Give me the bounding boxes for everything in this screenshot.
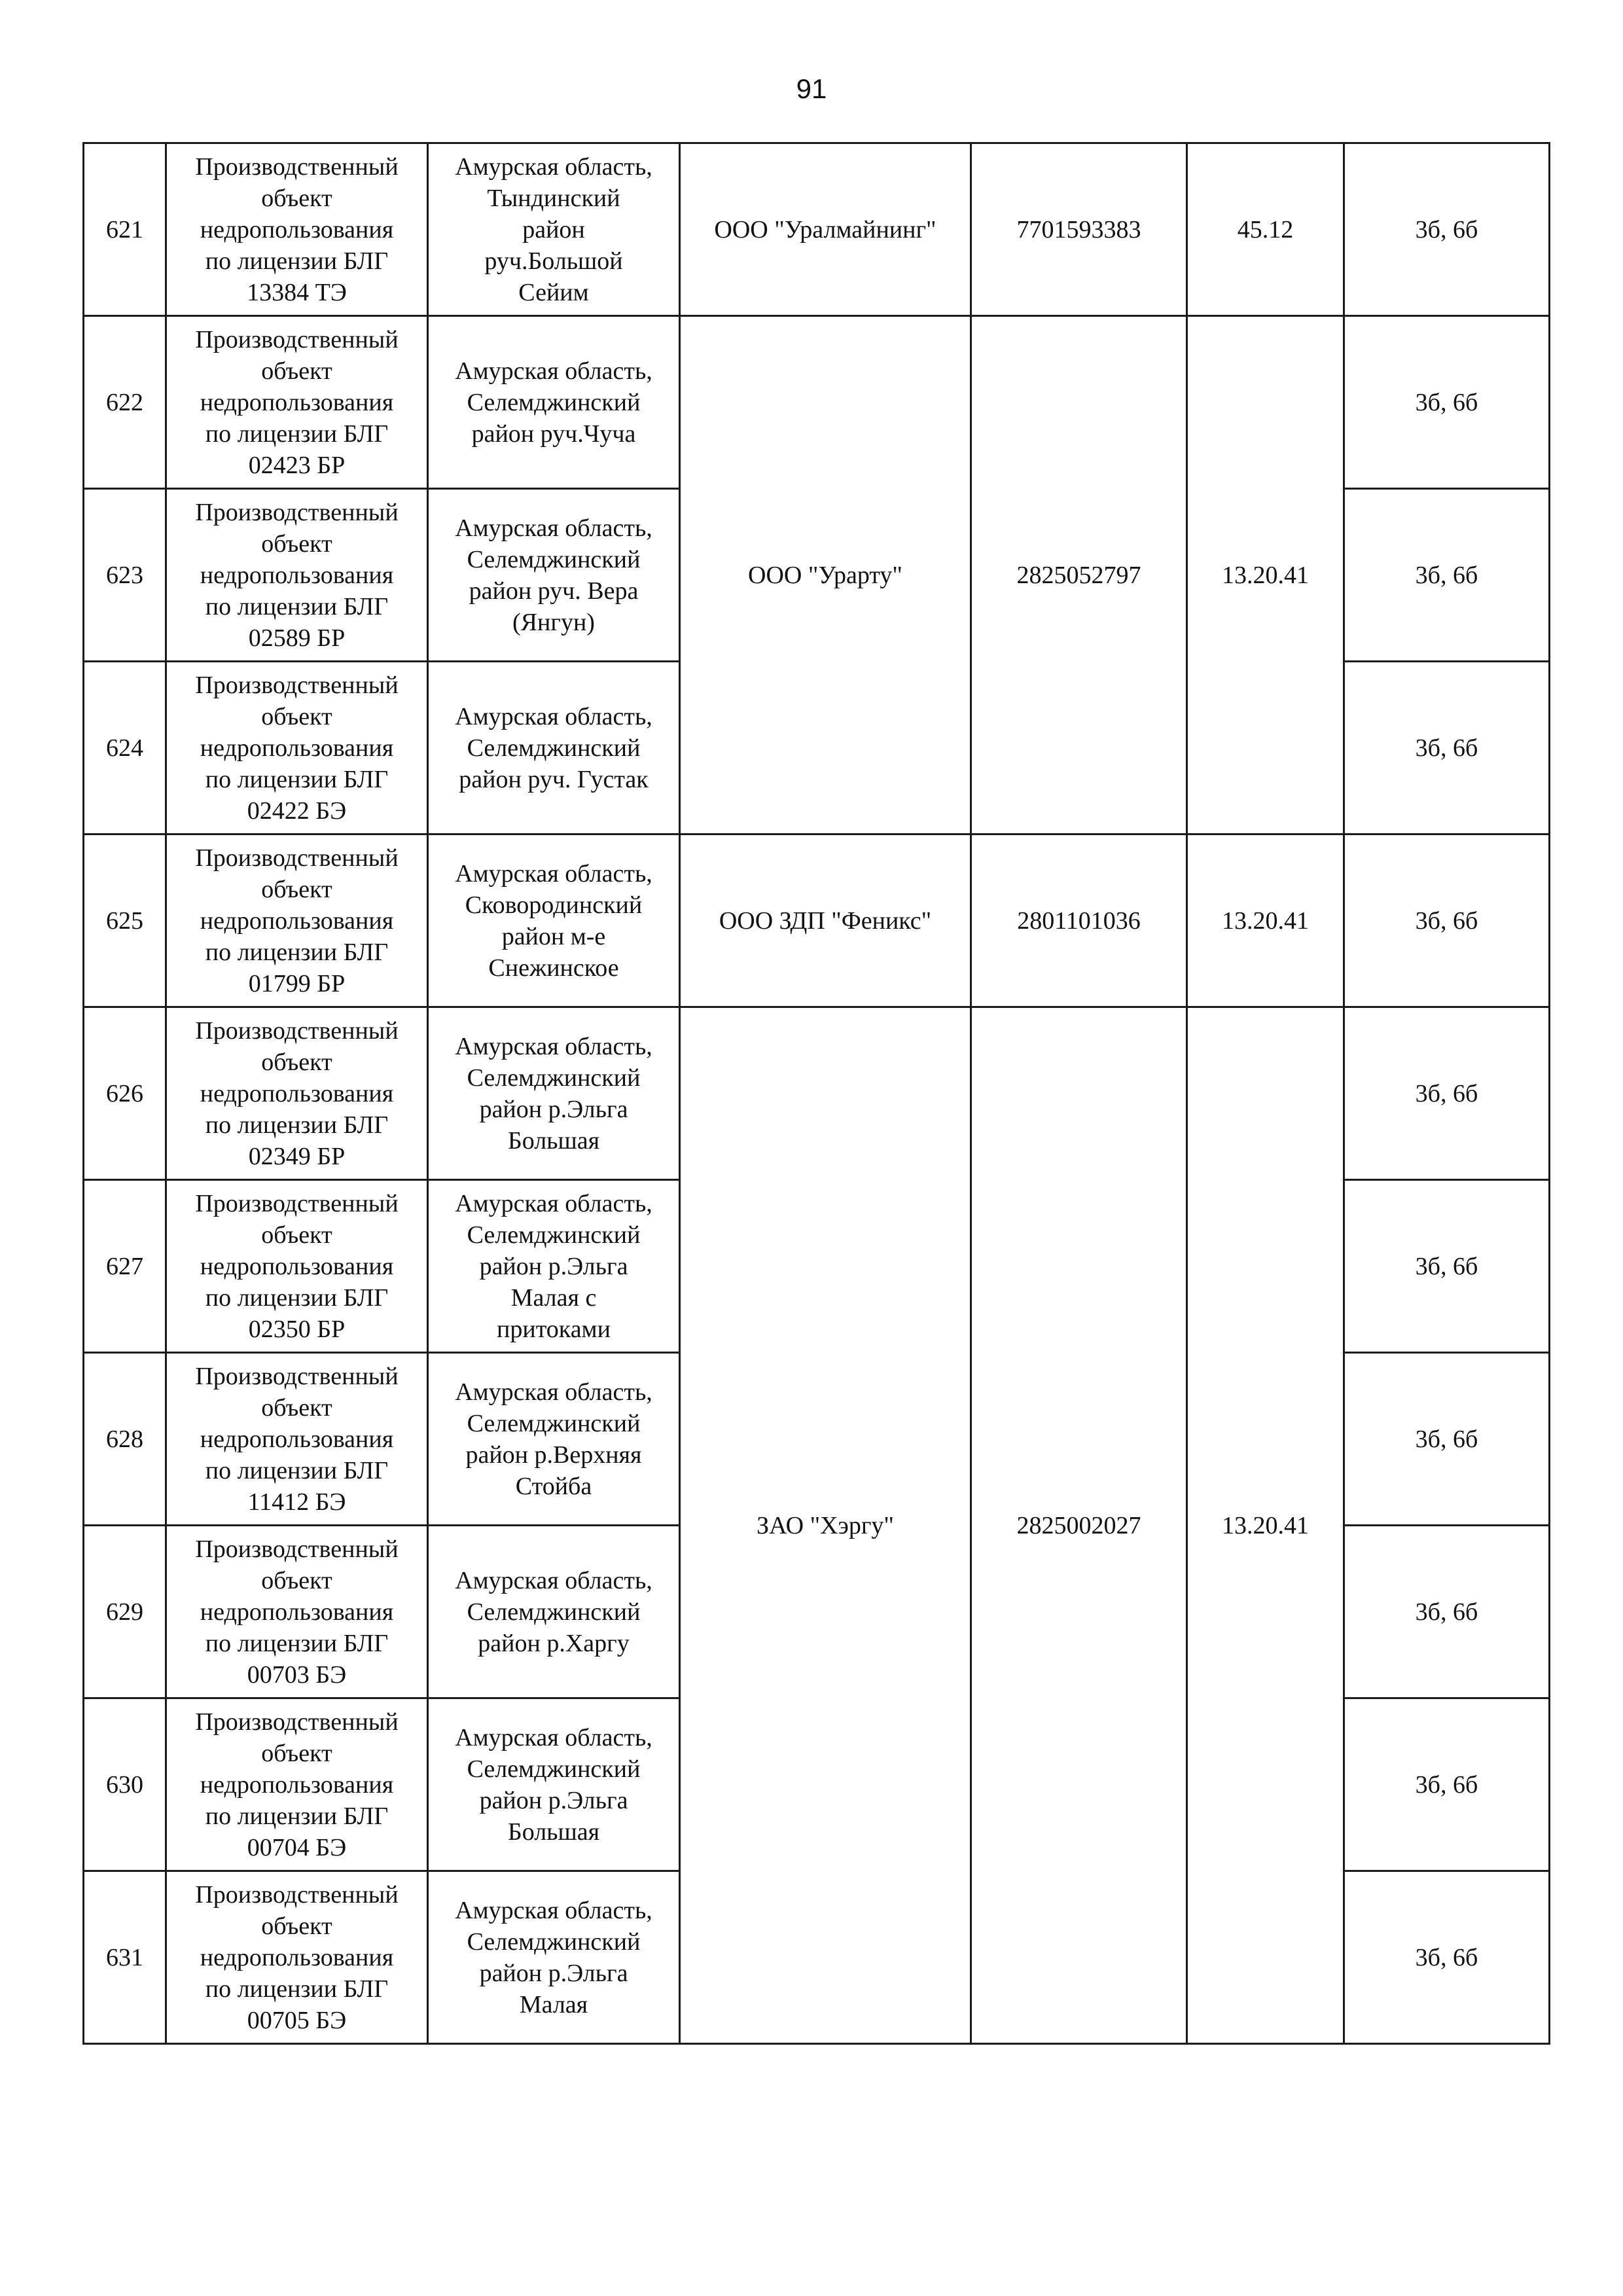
row-number-cell (84, 1698, 166, 1871)
codes: 3б, 6б (1415, 906, 1478, 935)
codes: 3б, 6б (1415, 1943, 1478, 1971)
table-row (84, 316, 1550, 489)
inn-cell (971, 834, 1187, 1007)
okved-cell (1187, 834, 1344, 1007)
location: Амурская область, Селемджинский район р.Харгу (455, 1566, 652, 1657)
location-cell (428, 316, 680, 489)
row-number-cell (84, 489, 166, 662)
codes-cell (1344, 1871, 1550, 2044)
row-number: 626 (106, 1079, 143, 1107)
codes: 3б, 6б (1415, 1598, 1478, 1626)
codes: 3б, 6б (1415, 1079, 1478, 1107)
organization-name: ЗАО "Хэргу" (757, 1511, 894, 1539)
row-number: 630 (106, 1770, 143, 1799)
object-cell (166, 1180, 428, 1353)
codes-cell (1344, 316, 1550, 489)
codes: 3б, 6б (1415, 561, 1478, 589)
location: Амурская область, Селемджинский район руч. Вера (Янгун) (455, 514, 652, 636)
location: Амурская область, Сковородинский район м-е Снежинское (455, 859, 652, 982)
inn: 2801101036 (1017, 906, 1141, 935)
okved-cell (1187, 1007, 1344, 2044)
inn-cell (971, 316, 1187, 834)
row-number-cell (84, 834, 166, 1007)
codes: 3б, 6б (1415, 215, 1478, 243)
organization-name: ООО "Урарту" (748, 561, 902, 589)
location: Амурская область, Селемджинский район руч.Чуча (455, 357, 652, 448)
row-number-cell (84, 1180, 166, 1353)
organization-name: ООО ЗДП "Феникс" (719, 906, 932, 935)
row-number: 623 (106, 561, 143, 589)
inn: 7701593383 (1016, 215, 1141, 243)
location: Амурская область, Селемджинский район р.Эльга Малая (455, 1896, 652, 2018)
codes-cell (1344, 1526, 1550, 1698)
page-number: 91 (796, 73, 827, 104)
object-name: Производственный объект недропользования по лицензии БЛГ 02422 БЭ (195, 671, 399, 825)
codes-cell (1344, 489, 1550, 662)
object-cell (166, 834, 428, 1007)
row-number-cell (84, 662, 166, 834)
object-cell (166, 143, 428, 316)
row-number-cell (84, 1526, 166, 1698)
location: Амурская область, Селемджинский район руч. Густак (455, 702, 652, 793)
inn-cell (971, 1007, 1187, 2044)
codes-cell (1344, 1007, 1550, 1180)
row-number: 629 (106, 1598, 143, 1626)
okved-cell (1187, 143, 1344, 316)
location: Амурская область, Селемджинский район р.Верхняя Стойба (455, 1378, 652, 1500)
object-cell (166, 662, 428, 834)
okved: 13.20.41 (1222, 906, 1309, 935)
location-cell (428, 1526, 680, 1698)
row-number-cell (84, 1871, 166, 2044)
table-row (84, 834, 1550, 1007)
row-number-cell (84, 1353, 166, 1526)
location: Амурская область, Селемджинский район р.Эльга Малая с притоками (455, 1189, 652, 1343)
object-cell (166, 1007, 428, 1180)
codes: 3б, 6б (1415, 1770, 1478, 1799)
object-name: Производственный объект недропользования по лицензии БЛГ 00703 БЭ (195, 1535, 399, 1689)
codes-cell (1344, 1353, 1550, 1526)
codes: 3б, 6б (1415, 1425, 1478, 1453)
location-cell (428, 143, 680, 316)
table-row (84, 143, 1550, 316)
codes-cell (1344, 1180, 1550, 1353)
object-name: Производственный объект недропользования по лицензии БЛГ 02423 БР (195, 325, 399, 479)
location-cell (428, 489, 680, 662)
location: Амурская область, Селемджинский район р.Эльга Большая (455, 1032, 652, 1155)
row-number: 621 (106, 215, 143, 243)
okved: 13.20.41 (1222, 561, 1309, 589)
codes: 3б, 6б (1415, 1252, 1478, 1280)
object-name: Производственный объект недропользования по лицензии БЛГ 02589 БР (195, 498, 399, 652)
organization-cell (680, 316, 971, 834)
location-cell (428, 1871, 680, 2044)
inn-cell (971, 143, 1187, 316)
location-cell (428, 662, 680, 834)
codes-cell (1344, 834, 1550, 1007)
row-number-cell (84, 1007, 166, 1180)
object-name: Производственный объект недропользования по лицензии БЛГ 00705 БЭ (195, 1880, 399, 2034)
codes: 3б, 6б (1415, 388, 1478, 416)
row-number: 625 (106, 906, 143, 935)
objects-table (82, 142, 1550, 2045)
object-name: Производственный объект недропользования по лицензии БЛГ 13384 ТЭ (195, 152, 399, 306)
okved-cell (1187, 316, 1344, 834)
codes-cell (1344, 662, 1550, 834)
location-cell (428, 1007, 680, 1180)
object-name: Производственный объект недропользования по лицензии БЛГ 11412 БЭ (195, 1362, 399, 1516)
organization-cell (680, 834, 971, 1007)
location-cell (428, 1353, 680, 1526)
object-cell (166, 489, 428, 662)
row-number-cell (84, 316, 166, 489)
okved: 13.20.41 (1222, 1511, 1309, 1539)
object-cell (166, 1698, 428, 1871)
location-cell (428, 1698, 680, 1871)
organization-cell (680, 1007, 971, 2044)
row-number: 624 (106, 734, 143, 762)
table-row (84, 1007, 1550, 1180)
object-name: Производственный объект недропользования по лицензии БЛГ 02349 БР (195, 1016, 399, 1170)
object-cell (166, 1353, 428, 1526)
row-number: 631 (106, 1943, 143, 1971)
object-name: Производственный объект недропользования по лицензии БЛГ 00704 БЭ (195, 1708, 399, 1861)
object-name: Производственный объект недропользования по лицензии БЛГ 01799 БР (195, 844, 399, 997)
row-number-cell (84, 143, 166, 316)
object-cell (166, 1871, 428, 2044)
codes-cell (1344, 1698, 1550, 1871)
object-cell (166, 316, 428, 489)
row-number: 622 (106, 388, 143, 416)
organization-cell (680, 143, 971, 316)
codes-cell (1344, 143, 1550, 316)
location: Амурская область, Тындинский район руч.Большой Сейим (455, 152, 652, 306)
codes: 3б, 6б (1415, 734, 1478, 762)
organization-name: ООО "Уралмайнинг" (714, 215, 936, 243)
location-cell (428, 834, 680, 1007)
object-cell (166, 1526, 428, 1698)
row-number: 628 (106, 1425, 143, 1453)
object-name: Производственный объект недропользования по лицензии БЛГ 02350 БР (195, 1189, 399, 1343)
inn: 2825002027 (1016, 1511, 1141, 1539)
row-number: 627 (106, 1252, 143, 1280)
okved: 45.12 (1237, 215, 1294, 243)
location: Амурская область, Селемджинский район р.Эльга Большая (455, 1723, 652, 1846)
inn: 2825052797 (1016, 561, 1141, 589)
location-cell (428, 1180, 680, 1353)
